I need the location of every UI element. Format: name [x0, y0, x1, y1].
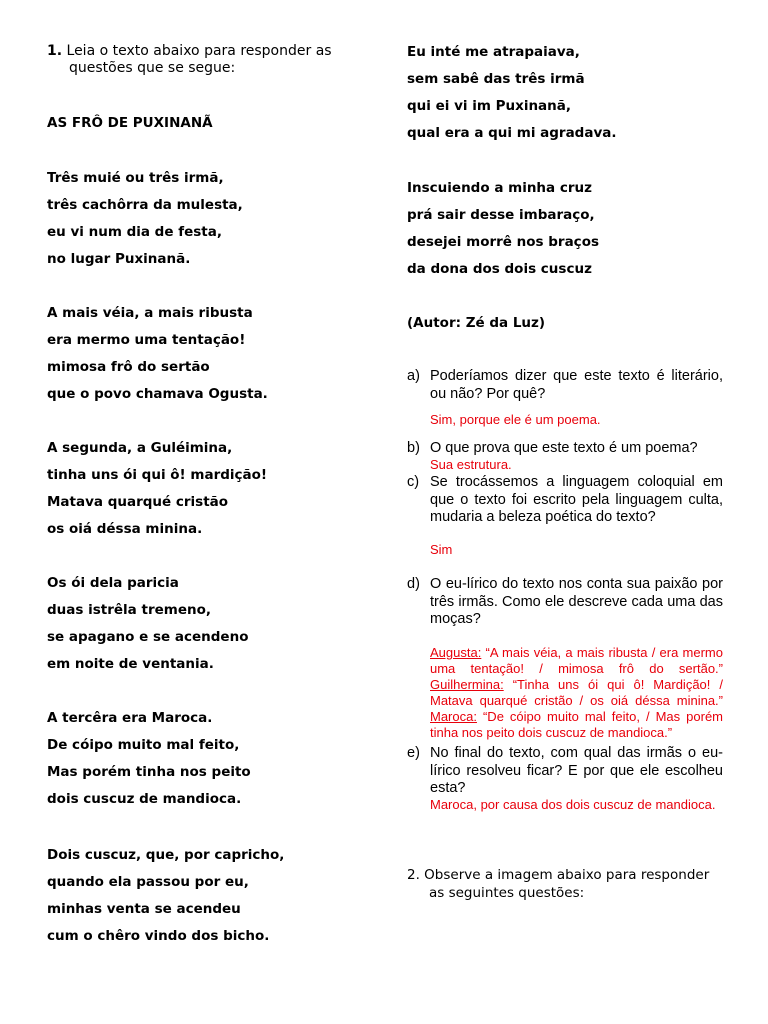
question-d-label: d)	[407, 576, 420, 592]
poem-line: Eu inté me atrapaiava,	[407, 44, 580, 60]
question-e	[407, 745, 723, 798]
question-d	[407, 576, 723, 629]
poem-line: era mermo uma tentação!	[47, 332, 246, 348]
question-c	[407, 474, 723, 527]
maroca-quote: “De cóipo muito mal feito, / Mas porém tinha nos peito dois cuscuz de mandioca.”	[430, 709, 723, 740]
guilhermina-name: Guilhermina:	[430, 677, 504, 692]
poem-line: Três muié ou três irmã,	[47, 170, 224, 186]
poem-line: A mais véia, a mais ribusta	[47, 305, 253, 321]
poem-line: desejei morrê nos braços	[407, 234, 599, 250]
augusta-quote: “A mais véia, a mais ribusta / era mermo uma tentação! / mimosa frô do sertão.”	[430, 645, 723, 676]
poem-line: minhas venta se acendeu	[47, 901, 241, 917]
poem-line: Dois cuscuz, que, por capricho,	[47, 847, 285, 863]
poem-line: qual era a qui mi agradava.	[407, 125, 617, 141]
poem-line: três cachôrra da mulesta,	[47, 197, 243, 213]
question-a-text: Poderíamos dizer que este texto é literário, ou não? Por quê?	[430, 368, 723, 402]
question-c-text: Se trocássemos a linguagem coloquial em que o texto foi escrito pela linguagem culta, mudaria a beleza poética do texto?	[430, 474, 723, 525]
answer-a: Sim, porque ele é um poema.	[430, 412, 601, 427]
poem-line: Mas porém tinha nos peito	[47, 764, 251, 780]
question-2-line1: 2. Observe a imagem abaixo para responder	[407, 867, 710, 883]
poem-line: quando ela passou por eu,	[47, 874, 249, 890]
poem-line: A tercêra era Maroca.	[47, 710, 213, 726]
question-b-label: b)	[407, 440, 420, 456]
poem-line: Inscuiendo a minha cruz	[407, 180, 592, 196]
poem-line: cum o chêro vindo dos bicho.	[47, 928, 270, 944]
answer-d	[430, 645, 723, 741]
poem-line: eu vi num dia de festa,	[47, 224, 222, 240]
question-c-label: c)	[407, 474, 420, 490]
question-e-text: No final do texto, com qual das irmãs o eu-lírico resolveu ficar? E por que ele escolheu esta?	[430, 745, 723, 796]
poem-line: dois cuscuz de mandioca.	[47, 791, 242, 807]
question-b	[407, 440, 723, 458]
question-2-line2: as seguintes questões:	[429, 884, 585, 901]
question-a-label: a)	[407, 368, 420, 384]
poem-line: prá sair desse imbaraço,	[407, 207, 595, 223]
poem-line: no lugar Puxinanã.	[47, 251, 191, 267]
poem-line: Os ói dela paricia	[47, 575, 179, 591]
augusta-name: Augusta:	[430, 645, 482, 660]
poem-author: (Autor: Zé da Luz)	[407, 315, 546, 331]
question-d-text: O eu-lírico do texto nos conta sua paixão por três irmãs. Como ele descreve cada uma das moças?	[430, 576, 723, 627]
poem-line: sem sabê das três irmã	[407, 71, 585, 87]
poem-line: os oiá déssa minina.	[47, 521, 203, 537]
poem-line: que o povo chamava Ogusta.	[47, 386, 268, 402]
poem-line: mimosa frô do sertão	[47, 359, 210, 375]
intro-text-line2: questões que se segue:	[69, 60, 236, 76]
question-1-intro	[47, 43, 361, 77]
maroca-name: Maroca:	[430, 709, 477, 724]
poem-line: se apagano e se acendeno	[47, 629, 249, 645]
intro-text-line1: Leia o texto abaixo para responder as	[66, 43, 332, 59]
answer-b: Sua estrutura.	[430, 457, 512, 472]
poem-line: duas istrêla tremeno,	[47, 602, 211, 618]
poem-line: tinha uns ói qui ô! mardição!	[47, 467, 268, 483]
answer-c: Sim	[430, 542, 453, 557]
poem-line: De cóipo muito mal feito,	[47, 737, 240, 753]
guilhermina-quote: “Tinha uns ói qui ô! Mardição! / Matava quarqué cristão / os oiá déssa minina.”	[430, 677, 723, 708]
question-number: 1.	[47, 43, 63, 59]
poem-line: A segunda, a Guléimina,	[47, 440, 233, 456]
question-a	[407, 368, 723, 403]
question-2	[407, 867, 723, 902]
question-b-text: O que prova que este texto é um poema?	[430, 440, 698, 456]
poem-line: da dona dos dois cuscuz	[407, 261, 592, 277]
answer-e: Maroca, por causa dos dois cuscuz de mandioca.	[430, 797, 716, 812]
poem-line: qui ei vi im Puxinanã,	[407, 98, 572, 114]
poem-line: em noite de ventania.	[47, 656, 214, 672]
question-e-label: e)	[407, 745, 420, 761]
poem-line: Matava quarqué cristão	[47, 494, 229, 510]
poem-title: AS FRÔ DE PUXINANÃ	[47, 115, 213, 131]
